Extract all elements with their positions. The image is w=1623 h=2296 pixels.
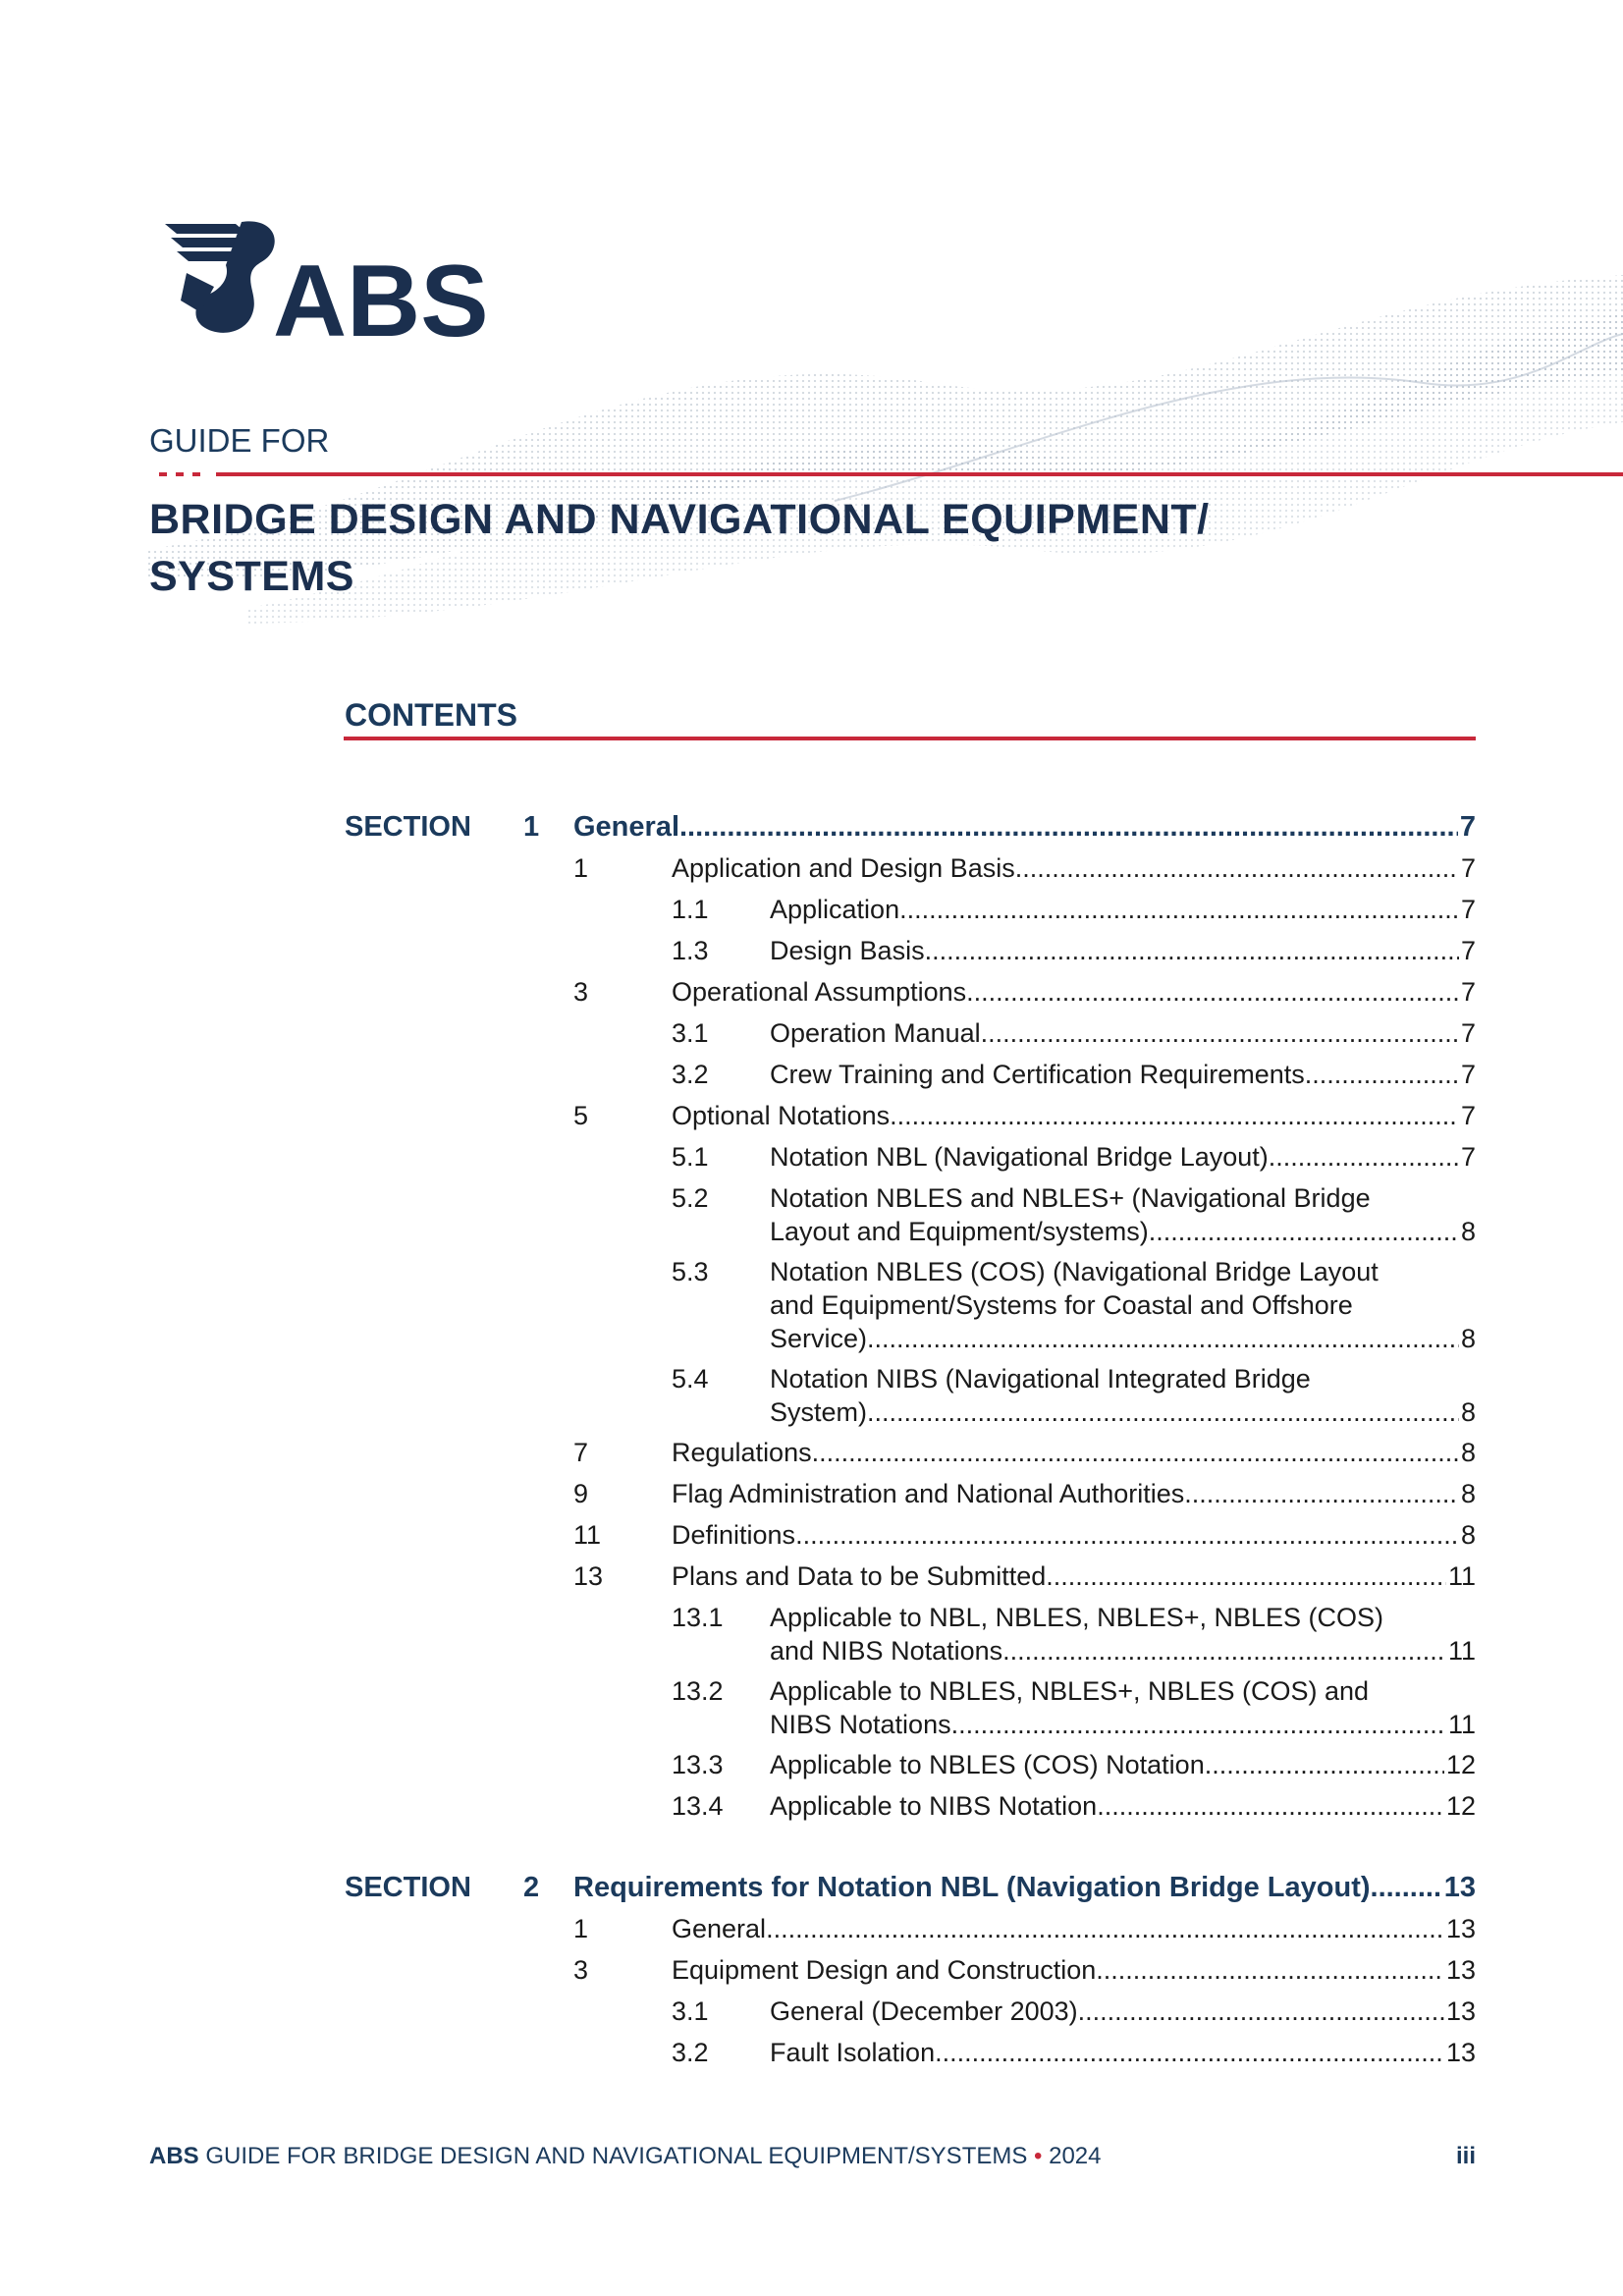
- section-label: SECTION: [345, 1872, 471, 1903]
- entry-title-line: Applicable to NBLES, NBLES+, NBLES (COS) and: [770, 1676, 1370, 1706]
- dot-leader: [1184, 1477, 1459, 1510]
- page-number: 7: [1460, 1018, 1476, 1048]
- entry-title: Flag Administration and National Authorities: [672, 1479, 1185, 1508]
- contents-heading: CONTENTS: [345, 697, 517, 733]
- section-title-link[interactable]: [573, 810, 1476, 844]
- footer-year: 2024: [1049, 2143, 1102, 2169]
- page-number: 11: [1447, 1636, 1476, 1666]
- page-number: 8: [1460, 1479, 1476, 1508]
- entry-title: Service): [770, 1324, 868, 1353]
- entry-title: Operational Assumptions: [672, 977, 967, 1007]
- dot-leader: [925, 934, 1459, 967]
- dot-leader: [935, 2036, 1444, 2069]
- dot-leader: [1096, 1953, 1444, 1987]
- entry-title-line: Notation NIBS (Navigational Integrated Bridge: [770, 1364, 1311, 1394]
- page-number: 7: [1460, 853, 1476, 883]
- dot-leader: [1015, 851, 1459, 885]
- document-title: [149, 491, 1426, 605]
- entry-number: 1: [573, 853, 589, 883]
- entry-title: Applicable to NIBS Notation: [770, 1791, 1098, 1821]
- dot-leader: [966, 975, 1459, 1009]
- entry-title: Crew Training and Certification Requirements: [770, 1060, 1305, 1089]
- guide-divider: [159, 472, 1623, 476]
- entry-title: Layout and Equipment/systems): [770, 1217, 1149, 1246]
- entry-number: 3.2: [672, 2038, 709, 2067]
- entry-title: Plans and Data to be Submitted: [672, 1561, 1047, 1591]
- dot-leader: [1002, 1634, 1446, 1667]
- page-number: 7: [1460, 895, 1476, 924]
- page-number: 7: [1460, 977, 1476, 1007]
- section-title: Requirements for Notation NBL (Navigation Bridge Layout): [573, 1872, 1371, 1903]
- entry-title: NIBS Notations: [770, 1710, 951, 1739]
- entry-title: Application and Design Basis: [672, 853, 1015, 883]
- page-number: 8: [1460, 1397, 1476, 1427]
- page-number: 7: [1460, 936, 1476, 965]
- entry-title-line: Notation NBLES and NBLES+ (Navigational Bridge: [770, 1183, 1371, 1213]
- page-number: 11: [1447, 1561, 1476, 1591]
- entry-title: Operation Manual: [770, 1018, 981, 1048]
- page-number: 7: [1460, 1142, 1476, 1172]
- entry-title: System): [770, 1397, 868, 1427]
- section-label: SECTION: [345, 811, 471, 843]
- page-number: 8: [1460, 1520, 1476, 1550]
- entry-title: General: [672, 1914, 767, 1943]
- entry-title: Design Basis: [770, 936, 925, 965]
- entry-title: Applicable to NBLES (COS) Notation: [770, 1750, 1205, 1779]
- entry-number: 3.2: [672, 1060, 709, 1089]
- dot-leader: [1269, 1140, 1459, 1174]
- entry-number: 7: [573, 1438, 589, 1467]
- section-number: 1: [523, 811, 540, 843]
- dot-leader: [1078, 1995, 1444, 2028]
- page-number: 11: [1447, 1710, 1476, 1739]
- page-number: 13: [1445, 1955, 1476, 1985]
- dot-leader: [1305, 1058, 1459, 1091]
- dot-leader: [1205, 1748, 1444, 1781]
- entry-title-line: and Equipment/Systems for Coastal and Offshore: [770, 1290, 1353, 1320]
- dot-leader: [899, 893, 1459, 926]
- dot-leader: [867, 1322, 1459, 1355]
- page-number: 8: [1460, 1438, 1476, 1467]
- entry-number: 13.1: [672, 1603, 724, 1632]
- entry-title-line: Applicable to NBL, NBLES, NBLES+, NBLES (COS): [770, 1603, 1384, 1632]
- entry-number: 3: [573, 977, 589, 1007]
- entry-number: 5: [573, 1101, 589, 1130]
- page-number: 7: [1460, 1101, 1476, 1130]
- contents-divider: [344, 737, 1476, 740]
- entry-number: 5.1: [672, 1142, 709, 1172]
- page-number: 13: [1443, 1872, 1476, 1903]
- dot-leader: [795, 1518, 1459, 1552]
- entry-title: Definitions: [672, 1520, 796, 1550]
- section-title: General: [573, 811, 679, 843]
- entry-title: Regulations: [672, 1438, 812, 1467]
- dot-leader: [890, 1099, 1459, 1132]
- entry-number: 1: [573, 1914, 589, 1943]
- page-number: 12: [1445, 1750, 1476, 1779]
- dot-leader: [812, 1436, 1459, 1469]
- entry-title-line: Notation NBLES (COS) (Navigational Bridge Layout: [770, 1257, 1379, 1286]
- dot-leader: [766, 1912, 1444, 1945]
- section-number: 2: [523, 1872, 540, 1903]
- entry-number: 3.1: [672, 1996, 709, 2026]
- page-number: 13: [1445, 1914, 1476, 1943]
- entry-title: General (December 2003): [770, 1996, 1078, 2026]
- abs-logo-text: ABS: [273, 245, 489, 352]
- title-line-1: BRIDGE DESIGN AND NAVIGATIONAL EQUIPMENT/: [149, 496, 1210, 543]
- dot-leader: [1046, 1559, 1446, 1593]
- entry-number: 3.1: [672, 1018, 709, 1048]
- page-number: 8: [1460, 1324, 1476, 1353]
- entry-title: Notation NBL (Navigational Bridge Layout): [770, 1142, 1269, 1172]
- dot-leader: [679, 810, 1458, 844]
- entry-title: Fault Isolation: [770, 2038, 936, 2067]
- entry-number: 3: [573, 1955, 589, 1985]
- dot-leader: [981, 1016, 1459, 1050]
- entry-number: 13.4: [672, 1791, 724, 1821]
- entry-number: 1.3: [672, 936, 709, 965]
- page-number: 8: [1460, 1217, 1476, 1246]
- page-number: 7: [1460, 1060, 1476, 1089]
- page-number: 12: [1445, 1791, 1476, 1821]
- page-footer: [149, 2143, 1476, 2170]
- entry-number: 5.2: [672, 1183, 709, 1213]
- page-number: 13: [1445, 1996, 1476, 2026]
- entry-number: 9: [573, 1479, 589, 1508]
- dot-leader: [1371, 1871, 1442, 1904]
- dot-leader: [951, 1708, 1446, 1741]
- section-title-link[interactable]: [573, 1871, 1476, 1904]
- entry-title: Optional Notations: [672, 1101, 891, 1130]
- entry-number: 1.1: [672, 895, 709, 924]
- page-number: 7: [1459, 811, 1476, 843]
- guide-for-label: GUIDE FOR: [149, 422, 330, 459]
- entry-title: Application: [770, 895, 900, 924]
- entry-number: 5.4: [672, 1364, 709, 1394]
- title-line-2: SYSTEMS: [149, 553, 354, 600]
- footer-page-number: iii: [1455, 2143, 1476, 2169]
- footer-separator: •: [1034, 2143, 1043, 2169]
- footer-brand: ABS: [149, 2143, 199, 2169]
- dot-leader: [867, 1395, 1459, 1429]
- footer-title: GUIDE FOR BRIDGE DESIGN AND NAVIGATIONAL EQUIPMENT/SYSTEMS: [205, 2143, 1028, 2169]
- abs-eagle-logo: [157, 218, 501, 352]
- dot-leader: [1097, 1789, 1444, 1823]
- page-number: 13: [1445, 2038, 1476, 2067]
- entry-number: 13.3: [672, 1750, 724, 1779]
- entry-title: Equipment Design and Construction: [672, 1955, 1097, 1985]
- dot-leader: [1149, 1215, 1459, 1248]
- entry-number: 13: [573, 1561, 604, 1591]
- entry-title: and NIBS Notations: [770, 1636, 1003, 1666]
- entry-number: 13.2: [672, 1676, 724, 1706]
- entry-number: 11: [573, 1520, 602, 1550]
- entry-number: 5.3: [672, 1257, 709, 1286]
